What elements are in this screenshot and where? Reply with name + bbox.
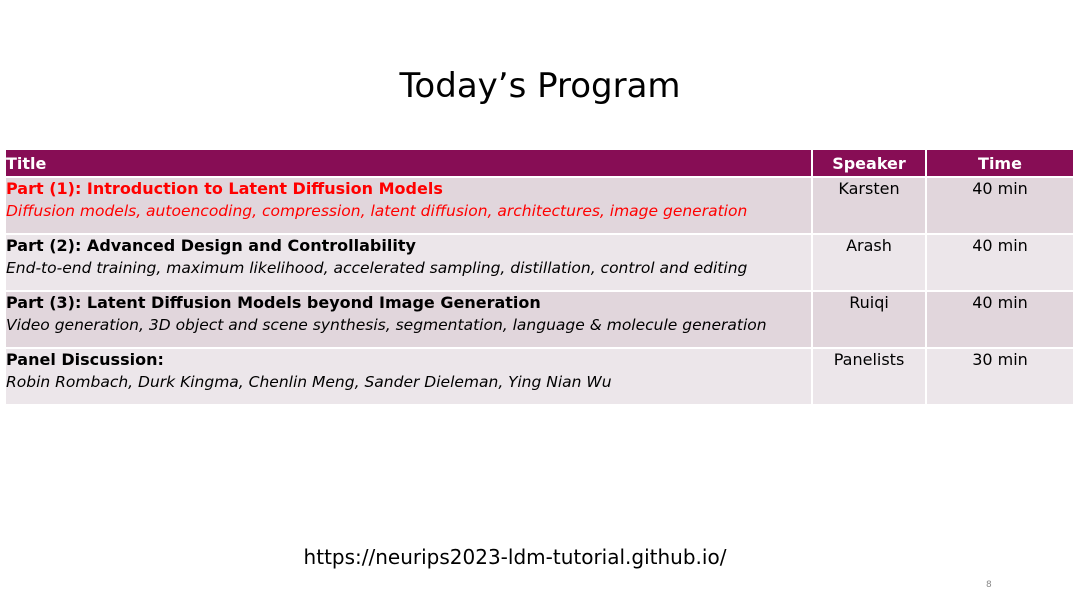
column-header-time: Time [926,150,1074,177]
tutorial-url: https://neurips2023-ldm-tutorial.github.io/ [303,545,727,569]
time-cell: 40 min [926,291,1074,348]
table-row [6,234,1074,291]
session-heading: Part (2): Advanced Design and Controllability [6,236,416,255]
table-row [6,291,1074,348]
speaker-cell: Karsten [812,177,926,234]
speaker-cell: Ruiqi [812,291,926,348]
page-number: 8 [986,580,992,590]
time-cell: 40 min [926,234,1074,291]
session-topics: Video generation, 3D object and scene synthesis, segmentation, language & molecule generation [6,316,767,334]
session-topics: Robin Rombach, Durk Kingma, Chenlin Meng, Sander Dieleman, Ying Nian Wu [6,373,612,391]
slide-title: Today’s Program [399,66,681,106]
session-heading: Panel Discussion: [6,350,164,369]
time-cell: 30 min [926,348,1074,405]
time-cell: 40 min [926,177,1074,234]
session-title-cell [6,291,812,348]
speaker-cell: Panelists [812,348,926,405]
table-header-row [6,150,1074,177]
column-header-speaker: Speaker [812,150,926,177]
session-topics: End-to-end training, maximum likelihood, accelerated sampling, distillation, control and editing [6,259,748,277]
session-topics: Diffusion models, autoencoding, compression, latent diffusion, architectures, image generation [6,202,748,220]
session-heading: Part (1): Introduction to Latent Diffusion Models [6,179,443,198]
table-row [6,348,1074,405]
session-title-cell [6,348,812,405]
column-header-title: Title [6,150,812,177]
table-row [6,177,1074,234]
speaker-cell: Arash [812,234,926,291]
program-table [6,150,1075,406]
session-title-cell [6,177,812,234]
session-title-cell [6,234,812,291]
session-heading: Part (3): Latent Diffusion Models beyond Image Generation [6,293,541,312]
